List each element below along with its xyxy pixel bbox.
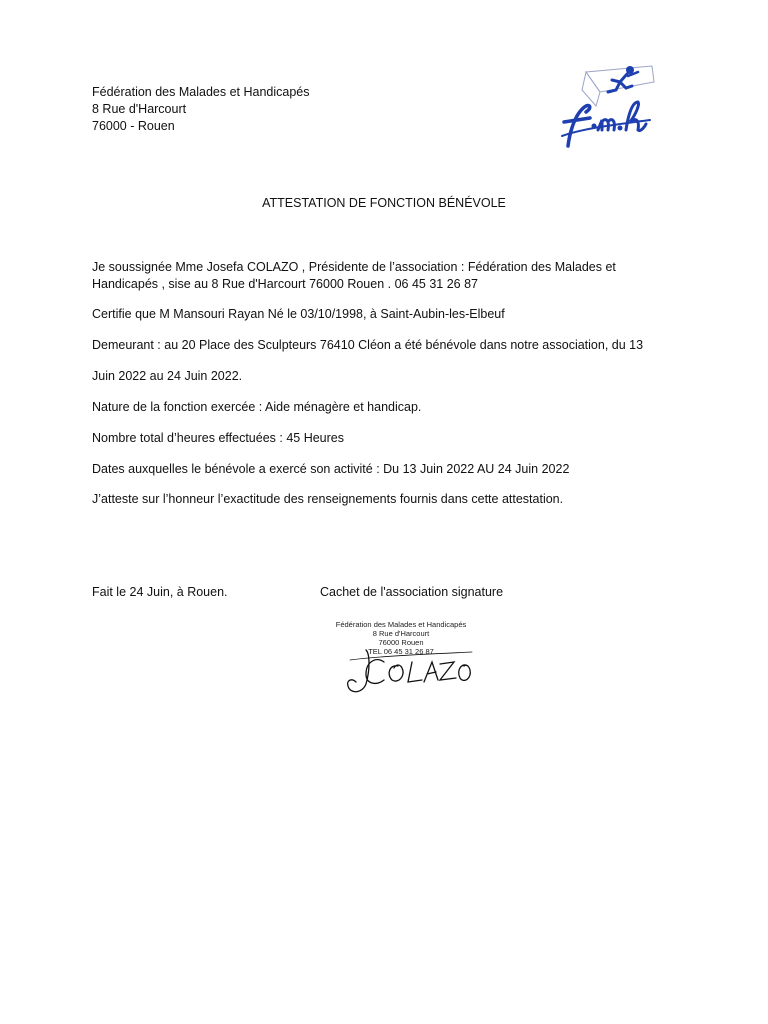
sender-address [92,84,310,135]
residence-line-2: Juin 2022 au 24 Juin 2022. [92,369,243,383]
fmh-logo [540,58,658,162]
handwritten-signature [340,640,480,698]
sender-street: 8 Rue d'Harcourt [92,102,187,116]
activity-dates: Dates auxquelles le bénévole a exercé son activité : Du 13 Juin 2022 AU 24 Juin 2022 [92,462,570,476]
sender-name: Fédération des Malades et Handicapés [92,85,310,99]
sender-city: 76000 - Rouen [92,119,175,133]
declaration-paragraph: Je soussignée Mme Josefa COLAZO , Présidente de l’association : Fédération des Malades et Handicapés , sise au 8 Rue d'Harcourt 76000 Rouen . 06 45 31 26 87 [92,260,616,291]
place-date: Fait le 24 Juin, à Rouen. [92,585,228,599]
total-hours: Nombre total d’heures effectuées : 45 Heures [92,431,344,445]
stamp-line-city: 76000 Rouen [378,638,424,647]
honor-statement: J’atteste sur l’honneur l’exactitude des renseignements fournis dans cette attestation. [92,492,564,506]
stamp-line-name: Fédération des Malades et Handicapés [335,620,467,629]
function-nature: Nature de la fonction exercée : Aide ménagère et handicap. [92,400,422,414]
stamp-line-street: 8 Rue d'Harcourt [372,629,430,638]
certify-paragraph: Certifie que M Mansouri Rayan Né le 03/10/1998, à Saint-Aubin-les-Elbeuf [92,307,505,321]
residence-line-1: Demeurant : au 20 Place des Sculpteurs 76410 Cléon a été bénévole dans notre association, du 13 [92,338,644,352]
stamp-line-phone: TEL 06 45 31 26 87 [368,647,434,656]
stamp-label: Cachet de l'association signature [320,585,504,599]
document-title: ATTESTATION DE FONCTION BÉNÉVOLE [262,196,506,210]
